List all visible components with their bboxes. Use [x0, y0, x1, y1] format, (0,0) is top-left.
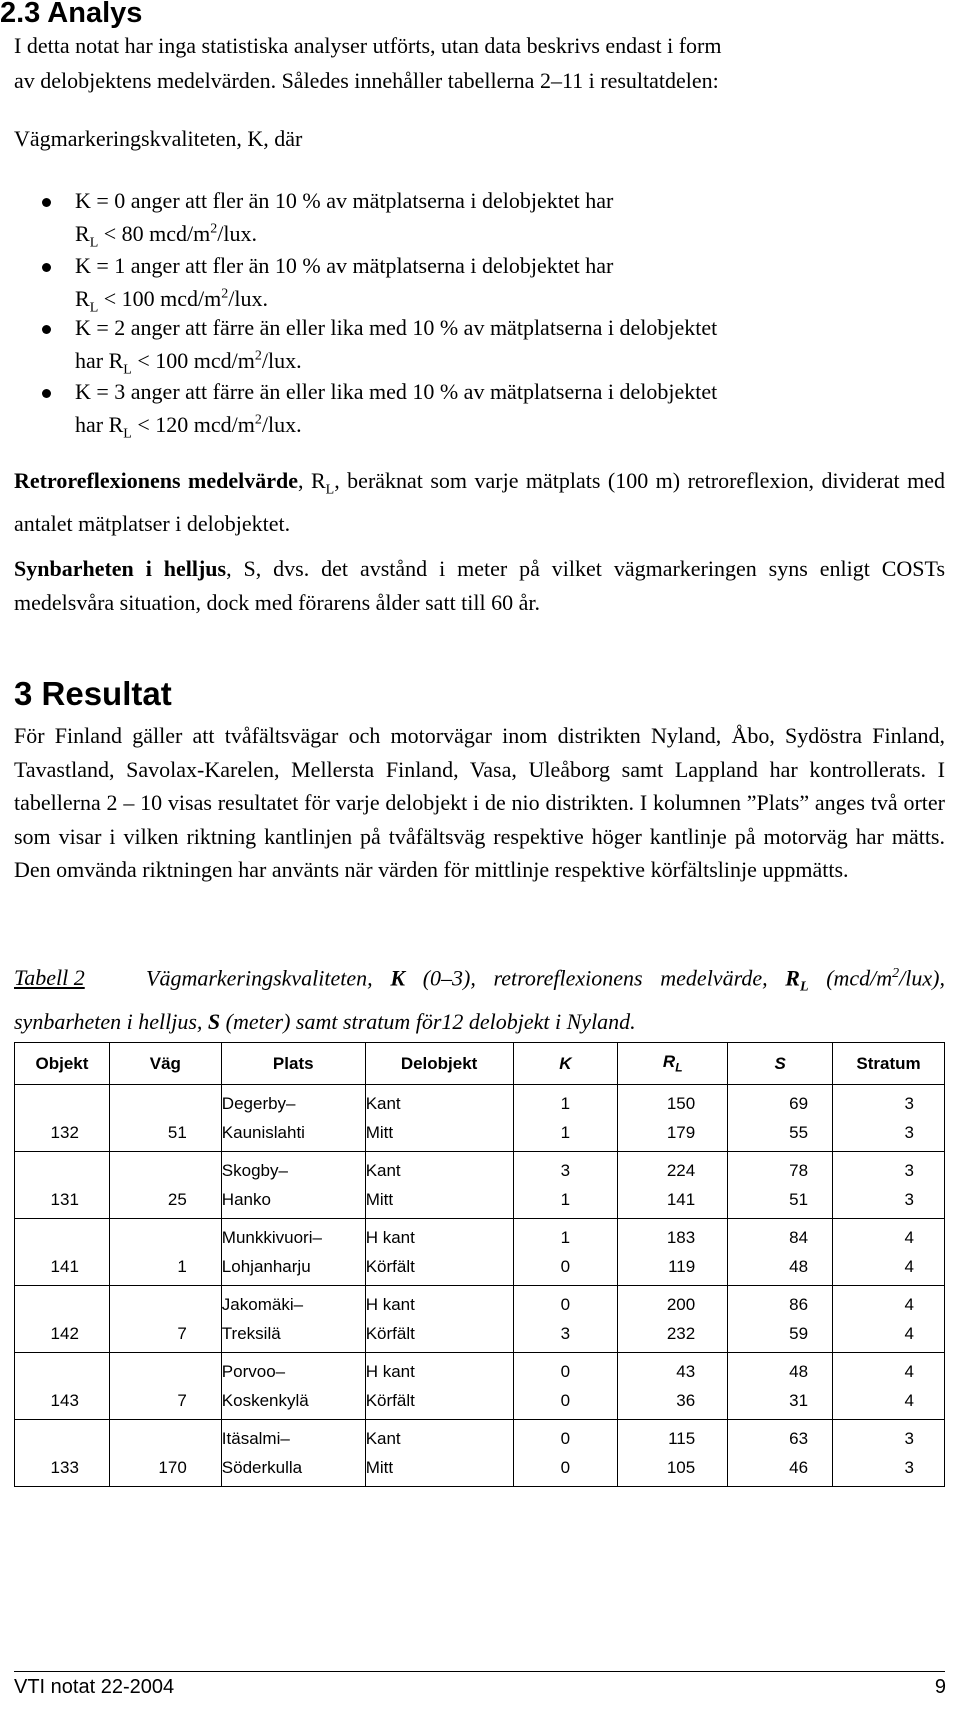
cell-objekt — [15, 1152, 110, 1219]
cell-plats — [221, 1286, 365, 1353]
bullet-text: har R — [75, 348, 124, 373]
cell-r — [618, 1353, 728, 1420]
cell-text: 48 — [789, 1362, 809, 1381]
cell-objekt — [15, 1219, 110, 1286]
col-header-k: K — [513, 1043, 618, 1085]
retro-subscript: L — [325, 482, 335, 498]
cell-text: 3 — [904, 1161, 914, 1180]
bullet-k3-line2 — [75, 412, 302, 442]
cell-delobjekt — [365, 1085, 513, 1152]
cell-delobjekt — [365, 1286, 513, 1353]
cell-text: 224 — [666, 1161, 696, 1180]
cell-text: 1 — [177, 1257, 187, 1276]
cell-s — [728, 1353, 833, 1420]
cell-plats — [221, 1353, 365, 1420]
bullet-text: /lux. — [261, 412, 302, 437]
cell-text: 142 — [50, 1324, 79, 1343]
caption-s: S — [207, 1008, 221, 1034]
cell-text: 150 — [666, 1094, 696, 1113]
cell-r — [618, 1219, 728, 1286]
cell-text: Kant — [365, 1161, 401, 1180]
cell-r — [618, 1152, 728, 1219]
bullet-k1-line2 — [75, 286, 268, 316]
cell-plats — [221, 1085, 365, 1152]
cell-text: 3 — [904, 1094, 914, 1113]
cell-text: 141 — [666, 1190, 696, 1209]
cell-text: 0 — [560, 1295, 571, 1314]
cell-text: 1 — [560, 1228, 571, 1247]
cell-delobjekt — [365, 1219, 513, 1286]
cell-text: Porvoo– — [221, 1362, 286, 1381]
cell-text: 3 — [560, 1324, 571, 1343]
cell-objekt — [15, 1085, 110, 1152]
cell-text: Koskenkylä — [221, 1391, 309, 1410]
cell-text: 59 — [789, 1324, 809, 1343]
col-header-stratum: Stratum — [833, 1043, 945, 1085]
cell-text: 36 — [676, 1391, 696, 1410]
bullet-text: /lux. — [261, 348, 302, 373]
cell-text: 0 — [560, 1257, 571, 1276]
caption-r: R — [785, 965, 800, 991]
cell-text: 3 — [560, 1161, 571, 1180]
col-header-delobjekt: Delobjekt — [365, 1043, 513, 1085]
bullet-k0-line1: K = 0 anger att fler än 10 % av mätplatserna i delobjektet har — [75, 188, 614, 213]
cell-vag — [109, 1353, 221, 1420]
col-header-r-text: R — [662, 1052, 676, 1072]
cell-text: 69 — [789, 1094, 809, 1113]
cell-text: H kant — [365, 1295, 415, 1314]
bullet-k2-line1: K = 2 anger att färre än eller lika med 10 % av mätplatserna i delobjektet — [75, 315, 718, 340]
synbarhet-text: , S, dvs. det avstånd i meter på vilket vägmarkeringen syns enligt COSTs medelsvåra situation, dock med förarens ålder satt till 60 år. — [14, 556, 946, 615]
cell-text: 1 — [560, 1190, 571, 1209]
results-table — [14, 1042, 945, 1487]
col-header-vag: Väg — [109, 1043, 221, 1085]
cell-text: Munkkivuori– — [221, 1228, 322, 1247]
bullet-subscript: L — [89, 235, 99, 251]
table-header-row — [15, 1043, 945, 1085]
section-heading-analys: 2.3 Analys — [0, 0, 143, 29]
bullet-k3-line1: K = 3 anger att färre än eller lika med 10 % av mätplatserna i delobjektet — [75, 379, 718, 404]
cell-k — [513, 1420, 618, 1487]
table-row — [15, 1420, 945, 1487]
cell-r — [618, 1420, 728, 1487]
col-header-objekt: Objekt — [15, 1043, 110, 1085]
bullet-dot-icon — [42, 325, 51, 334]
cell-text: 200 — [666, 1295, 696, 1314]
footer-rule — [14, 1671, 945, 1672]
bullet-subscript: L — [89, 300, 99, 316]
bullet-subscript: L — [123, 426, 132, 442]
cell-text: 119 — [668, 1257, 696, 1276]
bullet-text: R — [75, 221, 90, 246]
retro-paragraph — [14, 464, 945, 541]
cell-text: 63 — [789, 1429, 809, 1448]
bullet-text: /lux. — [217, 221, 257, 246]
caption-label: Tabell 2 — [14, 965, 85, 991]
caption-text: (0–3), retroreflexionens medelvärde, — [405, 965, 786, 991]
cell-delobjekt — [365, 1420, 513, 1487]
cell-text: Kant — [365, 1094, 401, 1113]
cell-plats — [221, 1219, 365, 1286]
bullet-text: < 100 mcd/m — [98, 286, 222, 311]
retro-text: , R — [298, 468, 326, 493]
cell-k — [513, 1085, 618, 1152]
cell-text: 105 — [666, 1458, 696, 1477]
cell-text: Jakomäki– — [221, 1295, 304, 1314]
cell-objekt — [15, 1420, 110, 1487]
cell-plats — [221, 1420, 365, 1487]
bullet-text: < 120 mcd/m — [131, 412, 255, 437]
footer-doc-id: VTI notat 22-2004 — [14, 1676, 175, 1698]
intro-line-2: av delobjektens medelvärden. Således innehåller tabellerna 2–11 i resultatdelen: — [14, 68, 719, 93]
cell-text: 4 — [904, 1257, 914, 1276]
bullet-text: har R — [75, 412, 124, 437]
cell-objekt — [15, 1353, 110, 1420]
bullet-text: R — [75, 286, 90, 311]
cell-text: Skogby– — [221, 1161, 288, 1180]
bullet-superscript: 2 — [254, 412, 262, 428]
cell-text: Kaunislahti — [221, 1123, 305, 1142]
cell-s — [728, 1420, 833, 1487]
cell-vag — [109, 1286, 221, 1353]
table-row — [15, 1353, 945, 1420]
caption-text: (mcd/m — [808, 965, 893, 991]
table-caption — [14, 957, 945, 1039]
section-heading-resultat: 3 Resultat — [14, 675, 172, 712]
cell-text: 51 — [167, 1123, 187, 1142]
cell-text: 25 — [167, 1190, 187, 1209]
cell-text: H kant — [365, 1362, 415, 1381]
caption-text: (meter) samt stratum för12 delobjekt i Nyland. — [220, 1008, 636, 1034]
caption-subscript: L — [799, 979, 809, 995]
cell-vag — [109, 1085, 221, 1152]
cell-text: H kant — [365, 1228, 415, 1247]
cell-text: Kant — [365, 1429, 401, 1448]
cell-stratum — [833, 1420, 945, 1487]
cell-text: 133 — [50, 1458, 79, 1477]
cell-text: Körfält — [365, 1391, 415, 1410]
bullet-dot-icon — [42, 389, 51, 398]
cell-text: 3 — [904, 1190, 914, 1209]
cell-vag — [109, 1219, 221, 1286]
cell-plats — [221, 1152, 365, 1219]
bullet-superscript: 2 — [210, 221, 218, 237]
bullet-text: < 100 mcd/m — [131, 348, 255, 373]
cell-text: 115 — [668, 1429, 696, 1448]
cell-stratum — [833, 1152, 945, 1219]
cell-text: Mitt — [365, 1123, 394, 1142]
cell-k — [513, 1152, 618, 1219]
cell-text: 7 — [177, 1324, 187, 1343]
cell-text: 179 — [666, 1123, 696, 1142]
cell-r — [618, 1085, 728, 1152]
cell-text: Körfält — [365, 1324, 415, 1343]
cell-vag — [109, 1152, 221, 1219]
resultat-paragraph: För Finland gäller att tvåfältsvägar och motorvägar inom distrikten Nyland, Åbo, Sydöstra Finland, Tavastland, Savolax-Karelen, Mellersta Finland, Vasa, Uleåborg samt Lappland har kontrollerats. I tabellerna 2 – 10 visas resultatet för varje delobjekt i de nio distrikten. I kolumnen ”Plats” anges två orter som visar i vilken riktning kantlinjen på tvåfältsväg respektive höger kantlinje på motorväg har mätts. Den omvända riktningen har använts när värden för mittlinje respektive körfältslinje uppmätts. — [14, 723, 945, 882]
intro-line-1: I detta notat har inga statistiska analyser utförts, utan data beskrivs endast i form — [14, 33, 722, 58]
caption-k: K — [390, 965, 406, 991]
cell-stratum — [833, 1353, 945, 1420]
caption-text: /lux), synbarheten i helljus, — [14, 965, 945, 1034]
cell-text: Treksilä — [221, 1324, 281, 1343]
synbarhet-term: Synbarheten i helljus — [14, 556, 227, 581]
cell-text: 0 — [560, 1429, 571, 1448]
cell-k — [513, 1286, 618, 1353]
col-header-r-subscript: L — [675, 1060, 683, 1075]
synbarhet-paragraph — [14, 552, 945, 620]
caption-text: Vägmarkeringskvaliteten, — [146, 965, 391, 991]
cell-text: 4 — [904, 1295, 914, 1314]
cell-text: Itäsalmi– — [221, 1429, 290, 1448]
bullet-text: < 80 mcd/m — [98, 221, 211, 246]
cell-s — [728, 1286, 833, 1353]
bullet-dot-icon — [42, 263, 51, 272]
cell-text: 86 — [789, 1295, 809, 1314]
cell-text: 4 — [904, 1324, 914, 1343]
cell-text: 183 — [666, 1228, 696, 1247]
cell-s — [728, 1085, 833, 1152]
cell-text: 0 — [560, 1362, 571, 1381]
cell-text: 4 — [904, 1228, 914, 1247]
cell-delobjekt — [365, 1152, 513, 1219]
cell-text: 51 — [789, 1190, 809, 1209]
cell-k — [513, 1353, 618, 1420]
retro-text: , beräknat som varje mätplats (100 m) retroreflexion, dividerat med antalet mätplatser i delobjektet. — [14, 468, 945, 537]
footer-page-number: 9 — [934, 1676, 946, 1698]
col-header-plats: Plats — [221, 1043, 365, 1085]
k-intro: Vägmarkeringskvaliteten, K, där — [14, 126, 303, 151]
cell-text: 170 — [158, 1458, 187, 1477]
cell-text: 131 — [50, 1190, 79, 1209]
cell-text: Hanko — [221, 1190, 271, 1209]
bullet-text: /lux. — [228, 286, 268, 311]
cell-text: 31 — [789, 1391, 809, 1410]
cell-stratum — [833, 1219, 945, 1286]
bullet-dot-icon — [42, 198, 51, 207]
bullet-k1-line1: K = 1 anger att fler än 10 % av mätplatserna i delobjektet har — [75, 253, 614, 278]
cell-text: 232 — [666, 1324, 696, 1343]
bullet-subscript: L — [123, 362, 132, 378]
table-row — [15, 1286, 945, 1353]
cell-text: 84 — [789, 1228, 809, 1247]
cell-s — [728, 1152, 833, 1219]
cell-text: 55 — [789, 1123, 809, 1142]
cell-text: 4 — [904, 1362, 914, 1381]
cell-text: 78 — [789, 1161, 809, 1180]
cell-text: 132 — [50, 1123, 79, 1142]
cell-text: Körfält — [365, 1257, 415, 1276]
cell-text: 4 — [904, 1391, 914, 1410]
cell-text: 46 — [789, 1458, 809, 1477]
cell-text: 1 — [560, 1123, 571, 1142]
cell-objekt — [15, 1286, 110, 1353]
cell-text: 141 — [50, 1257, 79, 1276]
retro-term: Retroreflexionens medelvärde — [14, 468, 299, 493]
cell-text: Lohjanharju — [221, 1257, 311, 1276]
cell-k — [513, 1219, 618, 1286]
cell-text: 48 — [789, 1257, 809, 1276]
cell-text: Mitt — [365, 1458, 394, 1477]
cell-text: 3 — [904, 1458, 914, 1477]
cell-stratum — [833, 1286, 945, 1353]
bullet-k0-line2 — [75, 221, 257, 251]
cell-delobjekt — [365, 1353, 513, 1420]
caption-superscript: 2 — [892, 966, 900, 981]
cell-text: Mitt — [365, 1190, 394, 1209]
table-row — [15, 1152, 945, 1219]
cell-text: 7 — [177, 1391, 187, 1410]
cell-text: Söderkulla — [221, 1458, 303, 1477]
cell-text: 43 — [676, 1362, 696, 1381]
cell-text: 0 — [560, 1458, 571, 1477]
bullet-k2-line2 — [75, 348, 302, 378]
cell-text: 3 — [904, 1429, 914, 1448]
table-row — [15, 1219, 945, 1286]
cell-text: 1 — [560, 1094, 571, 1113]
cell-text: 0 — [560, 1391, 571, 1410]
table-row — [15, 1085, 945, 1152]
bullet-superscript: 2 — [254, 348, 262, 364]
cell-text: 143 — [50, 1391, 79, 1410]
cell-text: Degerby– — [221, 1094, 296, 1113]
cell-vag — [109, 1420, 221, 1487]
cell-text: 3 — [904, 1123, 914, 1142]
cell-s — [728, 1219, 833, 1286]
cell-r — [618, 1286, 728, 1353]
cell-stratum — [833, 1085, 945, 1152]
bullet-superscript: 2 — [221, 286, 229, 302]
col-header-r — [618, 1043, 728, 1085]
col-header-s: S — [728, 1043, 833, 1085]
